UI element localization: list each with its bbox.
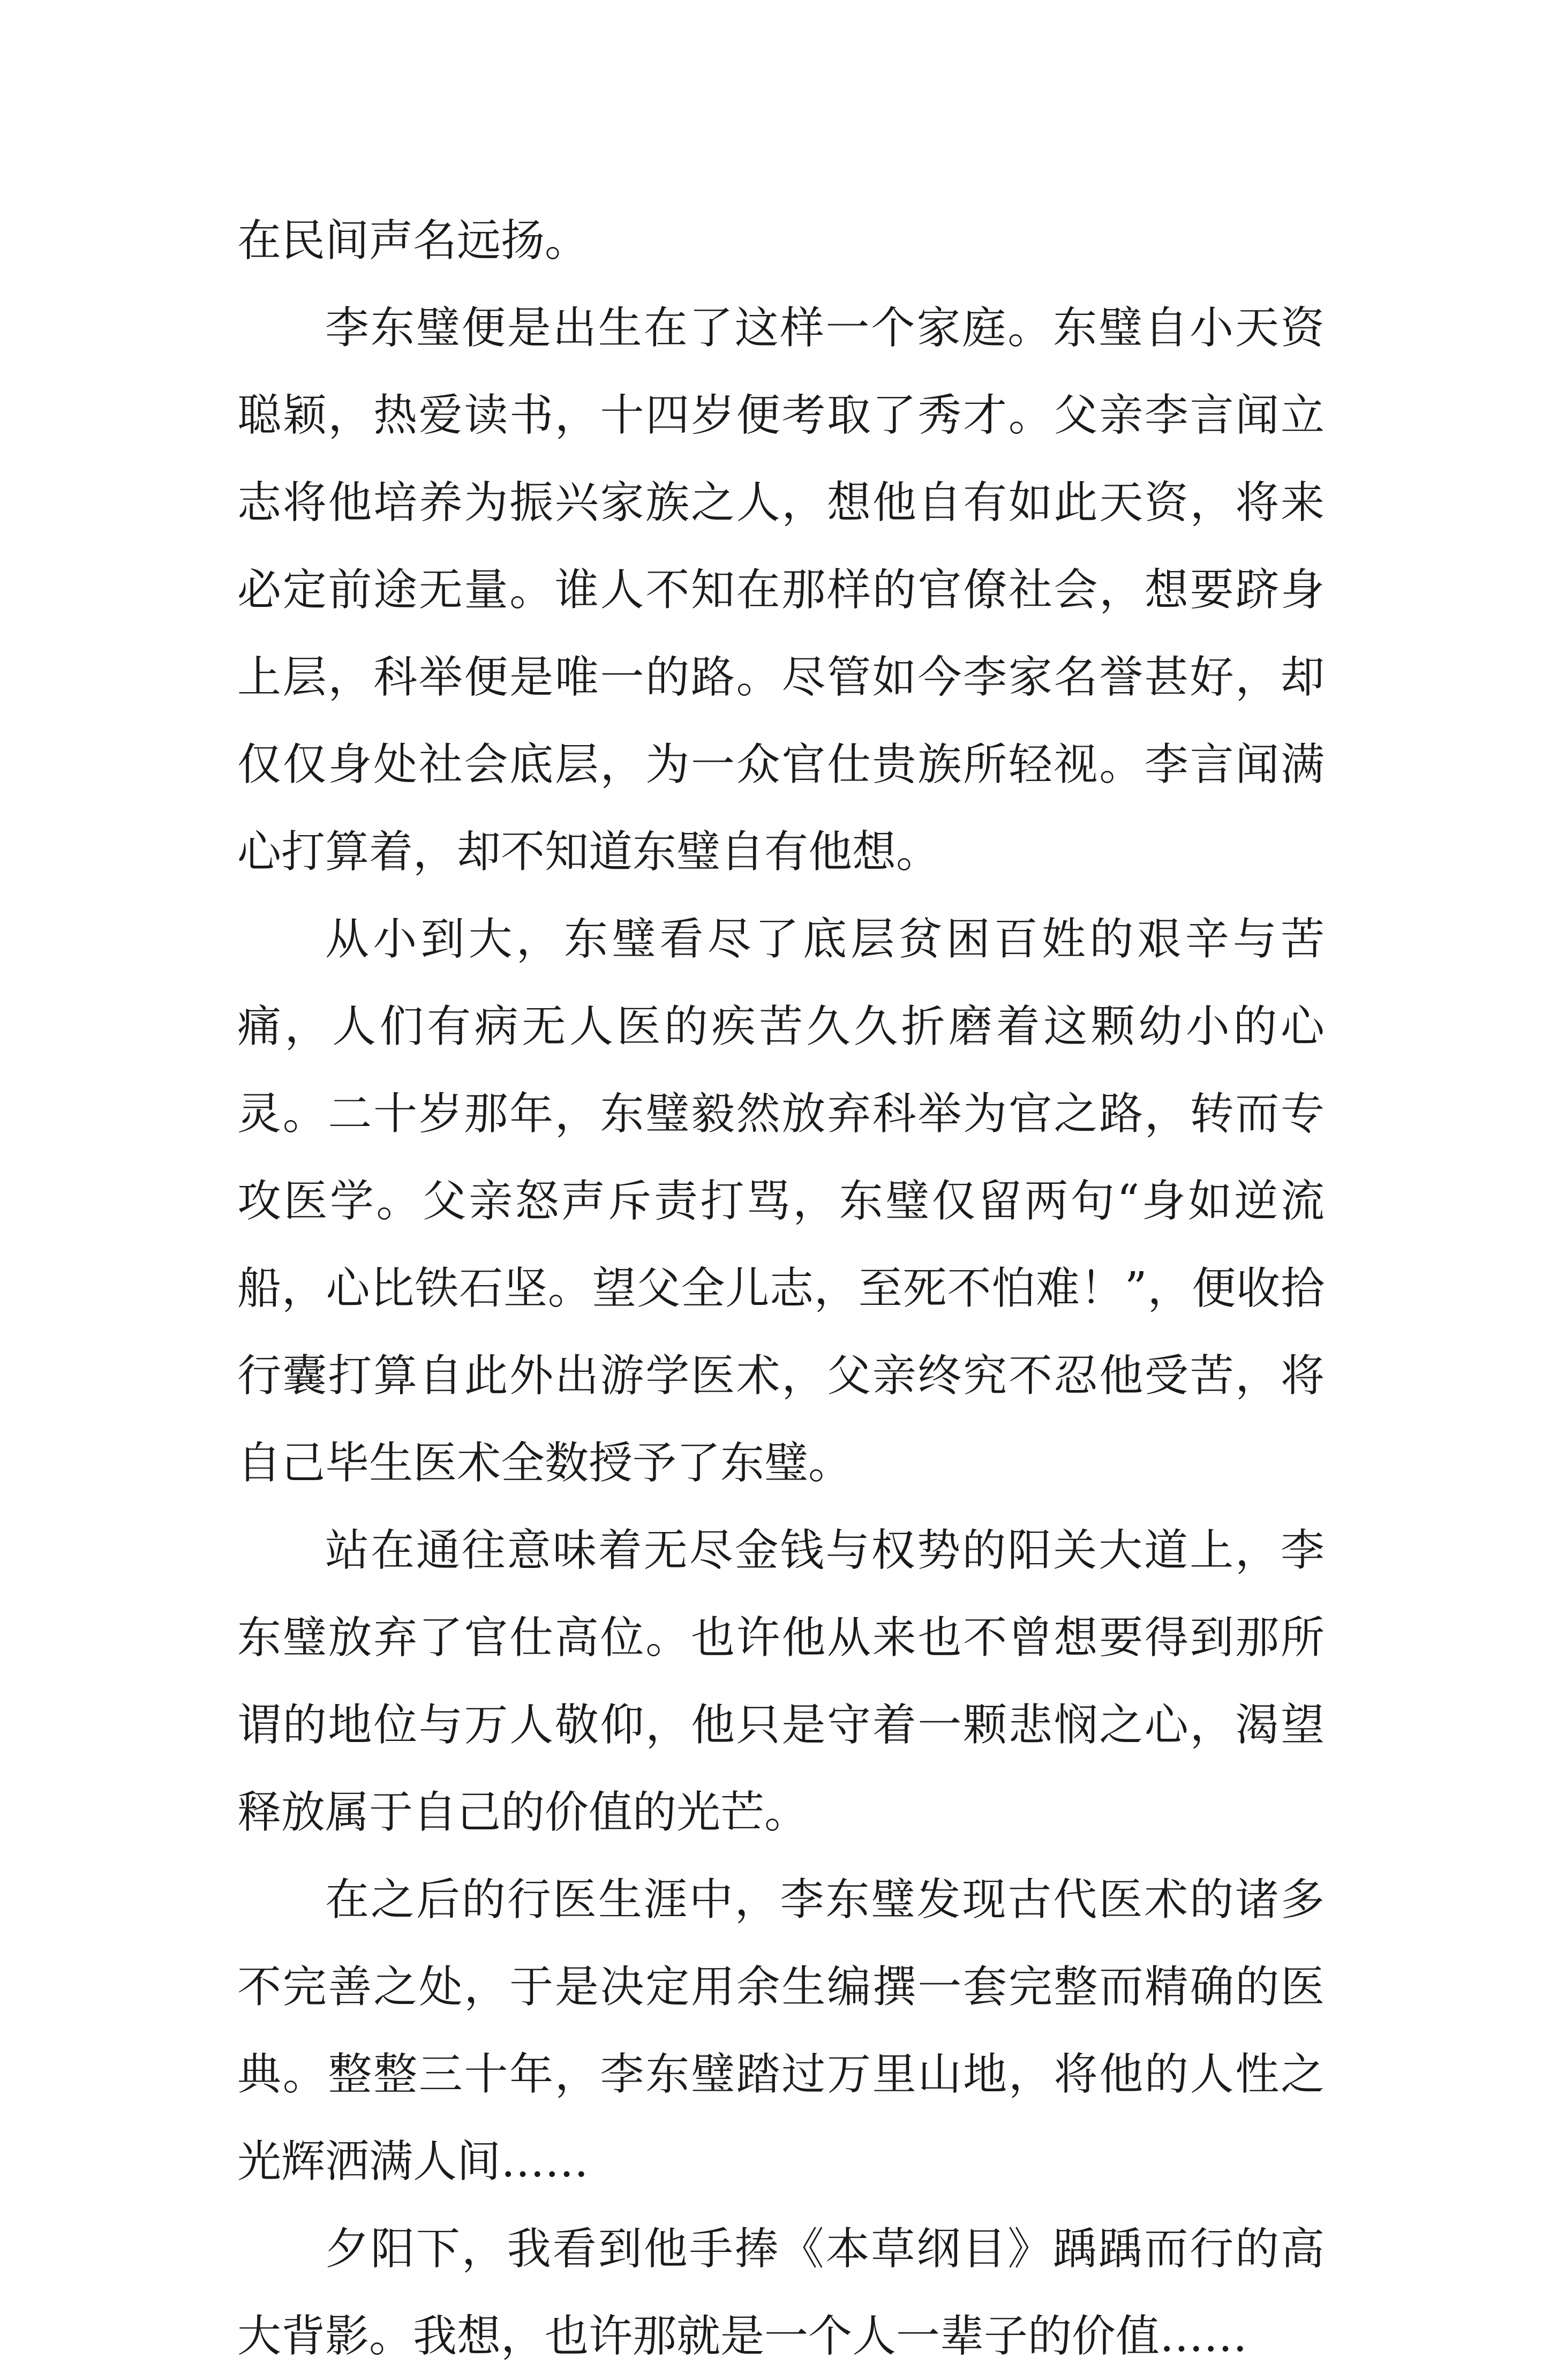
paragraph: 夕阳下，我看到他手捧《本草纲目》踽踽而行的高大背影。我想，也许那就是一个人一辈子的价值…… (237, 2224, 1325, 2362)
essay-body (237, 197, 1325, 2380)
paragraph: 李东璧便是出生在了这样一个家庭。东璧自小天资聪颖，热爱读书，十四岁便考取了秀才。父亲李言闻立志将他培养为振兴家族之人，想他自有如此天资，将来必定前途无量。谁人不知在那样的官僚社会，想要跻身上层，科举便是唯一的路。尽管如今李家名誉甚好，却仅仅身处社会底层，为一众官仕贵族所轻视。李言闻满心打算着，却不知道东璧自有他想。 (237, 303, 1325, 877)
paragraph: 从小到大，东璧看尽了底层贫困百姓的艰辛与苦痛，人们有病无人医的疾苦久久折磨着这颗幼小的心灵。二十岁那年，东璧毅然放弃科举为官之路，转而专攻医学。父亲怒声斥责打骂，东璧仅留两句“身如逆流船，心比铁石坚。望父全儿志，至死不怕难！”，便收拾行囊打算自此外出游学医术，父亲终究不忍他受苦，将自己毕生医术全数授予了东璧。 (237, 914, 1325, 1489)
paragraph: 在之后的行医生涯中，李东璧发现古代医术的诸多不完善之处，于是决定用余生编撰一套完整而精确的医典。整整三十年，李东璧踏过万里山地，将他的人性之光辉洒满人间…… (237, 1874, 1325, 2187)
paragraph-continuation: 在民间声名远扬。 (237, 215, 589, 266)
paragraph: 站在通往意味着无尽金钱与权势的阳关大道上，李东璧放弃了官仕高位。也许他从来也不曾想要得到那所谓的地位与万人敬仰，他只是守着一颗悲悯之心，渴望释放属于自己的价值的光芒。 (237, 1525, 1325, 1838)
